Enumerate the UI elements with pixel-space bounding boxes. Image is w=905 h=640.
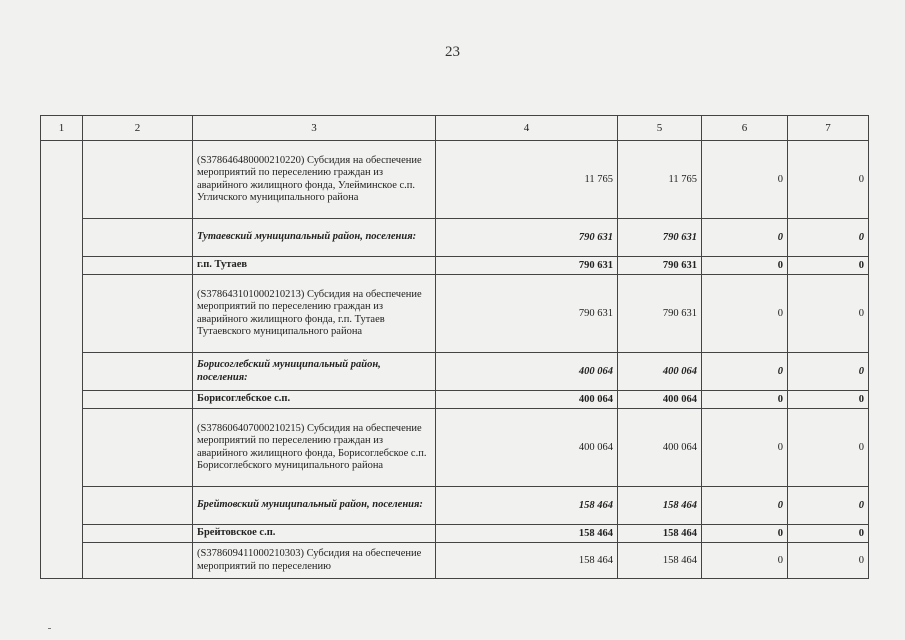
row-description: Борисоглебское с.п.	[193, 391, 436, 409]
row-value-col5: 400 064	[618, 391, 702, 409]
row-description: (S378646480000210220) Субсидия на обеспечение мероприятий по переселению граждан из аварийного жилищного фонда, Улейминское с.п. Угличского муниципального района	[193, 141, 436, 219]
row-value-col4: 790 631	[436, 257, 618, 275]
row-value-col5: 790 631	[618, 219, 702, 257]
column-1-cell	[41, 141, 83, 579]
column-2-cell	[83, 275, 193, 353]
table-header-row	[41, 116, 869, 141]
budget-table	[40, 115, 869, 579]
row-value-col5: 790 631	[618, 257, 702, 275]
row-description: Брейтовский муниципальный район, поселения:	[193, 487, 436, 525]
row-value-col7: 0	[788, 141, 869, 219]
row-value-col7: 0	[788, 257, 869, 275]
column-2-cell	[83, 353, 193, 391]
row-description: (S378606407000210215) Субсидия на обеспечение мероприятий по переселению граждан из аварийного жилищного фонда, Борисоглебское с.п. Борисоглебского муниципального района	[193, 409, 436, 487]
table-row	[41, 391, 869, 409]
column-header: 1	[41, 116, 83, 141]
row-value-col6: 0	[702, 409, 788, 487]
page-number: 23	[445, 44, 460, 60]
row-value-col4: 790 631	[436, 219, 618, 257]
column-header: 4	[436, 116, 618, 141]
row-value-col5: 790 631	[618, 275, 702, 353]
row-value-col4: 11 765	[436, 141, 618, 219]
column-header: 6	[702, 116, 788, 141]
column-header: 7	[788, 116, 869, 141]
table-row	[41, 275, 869, 353]
row-value-col6: 0	[702, 219, 788, 257]
row-value-col7: 0	[788, 219, 869, 257]
row-value-col5: 158 464	[618, 525, 702, 543]
row-description: г.п. Тутаев	[193, 257, 436, 275]
row-value-col7: 0	[788, 525, 869, 543]
row-value-col4: 400 064	[436, 409, 618, 487]
row-value-col7: 0	[788, 353, 869, 391]
column-2-cell	[83, 391, 193, 409]
table-row	[41, 141, 869, 219]
column-2-cell	[83, 525, 193, 543]
table-row	[41, 409, 869, 487]
column-header: 3	[193, 116, 436, 141]
column-2-cell	[83, 219, 193, 257]
row-value-col7: 0	[788, 409, 869, 487]
column-2-cell	[83, 257, 193, 275]
row-value-col6: 0	[702, 141, 788, 219]
row-value-col4: 158 464	[436, 543, 618, 579]
row-value-col6: 0	[702, 257, 788, 275]
row-value-col4: 400 064	[436, 391, 618, 409]
row-value-col6: 0	[702, 525, 788, 543]
table-row	[41, 353, 869, 391]
column-2-cell	[83, 141, 193, 219]
row-value-col6: 0	[702, 275, 788, 353]
row-description: (S378609411000210303) Субсидия на обеспечение мероприятий по переселению	[193, 543, 436, 579]
row-value-col7: 0	[788, 543, 869, 579]
table-row	[41, 487, 869, 525]
row-value-col6: 0	[702, 543, 788, 579]
table-row	[41, 525, 869, 543]
row-description: Тутаевский муниципальный район, поселения:	[193, 219, 436, 257]
row-value-col5: 400 064	[618, 353, 702, 391]
row-value-col4: 158 464	[436, 487, 618, 525]
row-value-col5: 11 765	[618, 141, 702, 219]
column-header: 5	[618, 116, 702, 141]
row-value-col7: 0	[788, 487, 869, 525]
row-description: (S378643101000210213) Субсидия на обеспечение мероприятий по переселению граждан из аварийного жилищного фонда, г.п. Тутаев Тутаевского муниципального района	[193, 275, 436, 353]
row-value-col7: 0	[788, 391, 869, 409]
table-row	[41, 219, 869, 257]
row-value-col5: 158 464	[618, 487, 702, 525]
row-value-col6: 0	[702, 391, 788, 409]
scan-mark	[48, 628, 51, 629]
row-description: Борисоглебский муниципальный район, поселения:	[193, 353, 436, 391]
table-row	[41, 543, 869, 579]
column-header: 2	[83, 116, 193, 141]
row-value-col6: 0	[702, 353, 788, 391]
row-value-col4: 400 064	[436, 353, 618, 391]
row-description: Брейтовское с.п.	[193, 525, 436, 543]
row-value-col4: 158 464	[436, 525, 618, 543]
row-value-col7: 0	[788, 275, 869, 353]
row-value-col5: 158 464	[618, 543, 702, 579]
row-value-col4: 790 631	[436, 275, 618, 353]
row-value-col5: 400 064	[618, 409, 702, 487]
column-2-cell	[83, 487, 193, 525]
column-2-cell	[83, 409, 193, 487]
table-row	[41, 257, 869, 275]
column-2-cell	[83, 543, 193, 579]
row-value-col6: 0	[702, 487, 788, 525]
